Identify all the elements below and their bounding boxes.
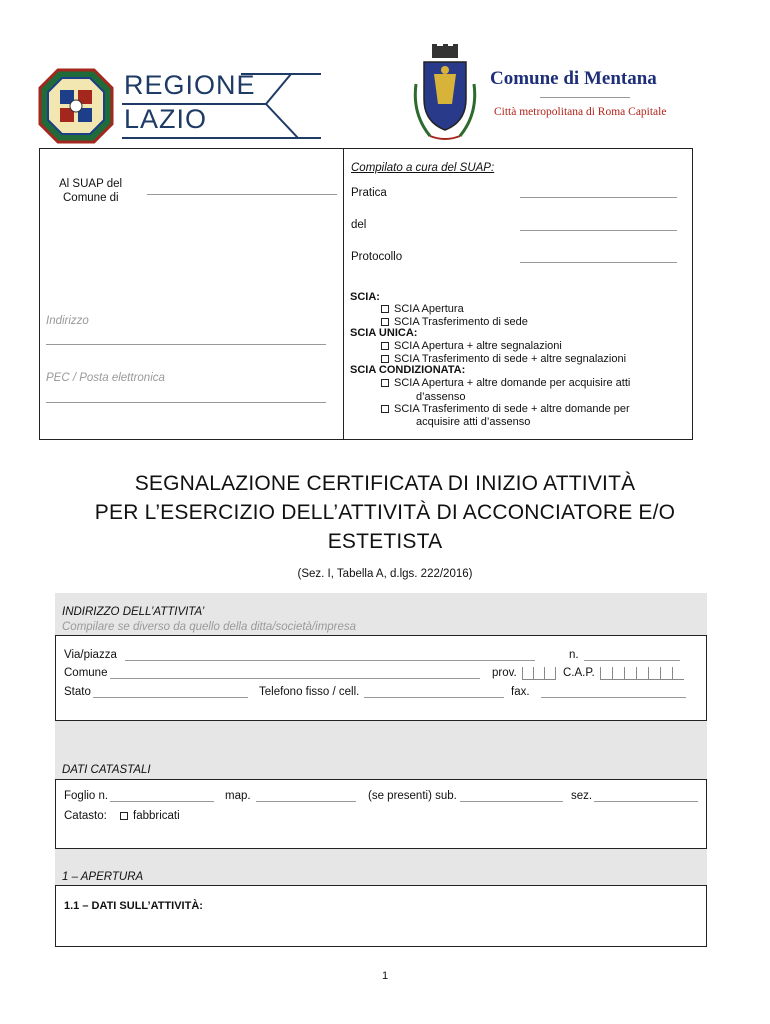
sub-field[interactable] [460, 801, 563, 802]
pratica-field[interactable] [520, 197, 677, 198]
checkbox-icon[interactable] [381, 342, 389, 350]
scia-heading: SCIA: [350, 291, 380, 303]
indirizzo-section-subheading: Compilare se diverso da quello della ditta/società/impresa [62, 621, 357, 633]
page-number: 1 [381, 970, 389, 982]
fax-label: fax. [511, 686, 530, 698]
sez-field[interactable] [594, 801, 698, 802]
scia-cond-option-trasferimento-cont: acquisire atti d’assenso [416, 416, 531, 428]
via-label: Via/piazza [64, 649, 117, 661]
indirizzo-section-heading: INDIRIZZO DELL’ATTIVITA’ [62, 606, 205, 618]
map-field[interactable] [256, 801, 356, 802]
del-label: del [351, 219, 367, 231]
cap-field[interactable] [600, 667, 684, 680]
suap-label-line2: Comune di [63, 192, 119, 204]
map-label: map. [225, 790, 251, 802]
comune-subtitle: Città metropolitana di Roma Capitale [494, 106, 667, 118]
telefono-label: Telefono fisso / cell. [259, 686, 360, 698]
scia-unica-option-label: SCIA Trasferimento di sede + altre segnalazioni [394, 353, 627, 365]
prov-field[interactable] [522, 667, 556, 680]
apertura-section-header [55, 849, 707, 885]
stato-label: Stato [64, 686, 91, 698]
comune-mentana-logo [410, 44, 700, 144]
apertura-heading: 1 – APERTURA [62, 871, 144, 883]
scia-cond-option-apertura-cont: d’assenso [416, 391, 466, 403]
scia-option-label: SCIA Trasferimento di sede [394, 316, 528, 328]
comune-title: Comune di Mentana [490, 68, 657, 89]
protocollo-field[interactable] [520, 262, 677, 263]
catasto-label: Catasto: [64, 810, 107, 822]
region-name-line2: LAZIO [124, 104, 208, 134]
indirizzo-label: Indirizzo [46, 315, 89, 327]
region-decorative-lines-icon [36, 66, 336, 146]
scia-option-label: SCIA Apertura [394, 303, 464, 315]
comune-divider [540, 97, 630, 98]
scia-cond-option-label: SCIA Apertura + altre domande per acquisire atti [394, 377, 631, 389]
pec-label: PEC / Posta elettronica [46, 372, 165, 384]
suap-heading: Compilato a cura del SUAP: [351, 162, 495, 174]
catastali-heading: DATI CATASTALI [62, 764, 151, 776]
stato-field[interactable] [93, 697, 248, 698]
scia-condizionata-heading: SCIA CONDIZIONATA: [350, 364, 466, 376]
scia-unica-option-label: SCIA Apertura + altre segnalazioni [394, 340, 562, 352]
protocollo-label: Protocollo [351, 251, 403, 263]
pratica-label: Pratica [351, 187, 387, 199]
document-title-line1: SEGNALAZIONE CERTIFICATA DI INIZIO ATTIVITÀ [134, 472, 636, 495]
document-subtitle: (Sez. I, Tabella A, d.lgs. 222/2016) [297, 568, 473, 580]
mentana-coat-of-arms-icon [410, 44, 480, 144]
scia-cond-option-label: SCIA Trasferimento di sede + altre domande per [394, 403, 630, 415]
scia-option-apertura[interactable] [381, 303, 464, 315]
fabbricati-option[interactable] [120, 810, 180, 822]
foglio-label: Foglio n. [64, 790, 109, 802]
regione-lazio-logo [36, 66, 336, 146]
checkbox-icon[interactable] [381, 318, 389, 326]
recipient-box-divider [343, 148, 344, 440]
fabbricati-label: fabbricati [133, 810, 180, 822]
catastali-section-header [55, 721, 707, 779]
checkbox-icon[interactable] [381, 305, 389, 313]
via-field[interactable] [125, 660, 535, 661]
checkbox-icon[interactable] [381, 355, 389, 363]
apertura-section-box [55, 885, 707, 947]
n-label: n. [569, 649, 579, 661]
scia-unica-option-apertura[interactable] [381, 340, 562, 352]
apertura-subheading: 1.1 – DATI SULL’ATTIVITÀ: [64, 900, 203, 912]
cap-label: C.A.P. [563, 667, 595, 679]
foglio-field[interactable] [110, 801, 214, 802]
pec-field[interactable] [46, 402, 326, 403]
suap-label-line1: Al SUAP del [59, 178, 123, 190]
document-title-line3: ESTETISTA [327, 530, 443, 553]
scia-unica-heading: SCIA UNICA: [350, 327, 418, 339]
checkbox-icon[interactable] [381, 405, 389, 413]
fax-field[interactable] [541, 697, 686, 698]
region-name-line1: REGIONE [124, 70, 256, 100]
scia-cond-option-trasferimento[interactable] [381, 403, 630, 415]
suap-comune-field[interactable] [147, 194, 337, 195]
checkbox-icon[interactable] [381, 379, 389, 387]
prov-label: prov. [492, 667, 517, 679]
sub-label: (se presenti) sub. [368, 790, 457, 802]
scia-cond-option-apertura[interactable] [381, 377, 630, 389]
del-field[interactable] [520, 230, 677, 231]
indirizzo-field[interactable] [46, 344, 326, 345]
telefono-field[interactable] [364, 697, 504, 698]
checkbox-icon[interactable] [120, 812, 128, 820]
comune-label: Comune [64, 667, 108, 679]
sez-label: sez. [571, 790, 593, 802]
comune-field[interactable] [110, 678, 480, 679]
n-field[interactable] [584, 660, 680, 661]
document-title-line2: PER L’ESERCIZIO DELL’ATTIVITÀ DI ACCONCIATORE E/O [94, 501, 676, 524]
